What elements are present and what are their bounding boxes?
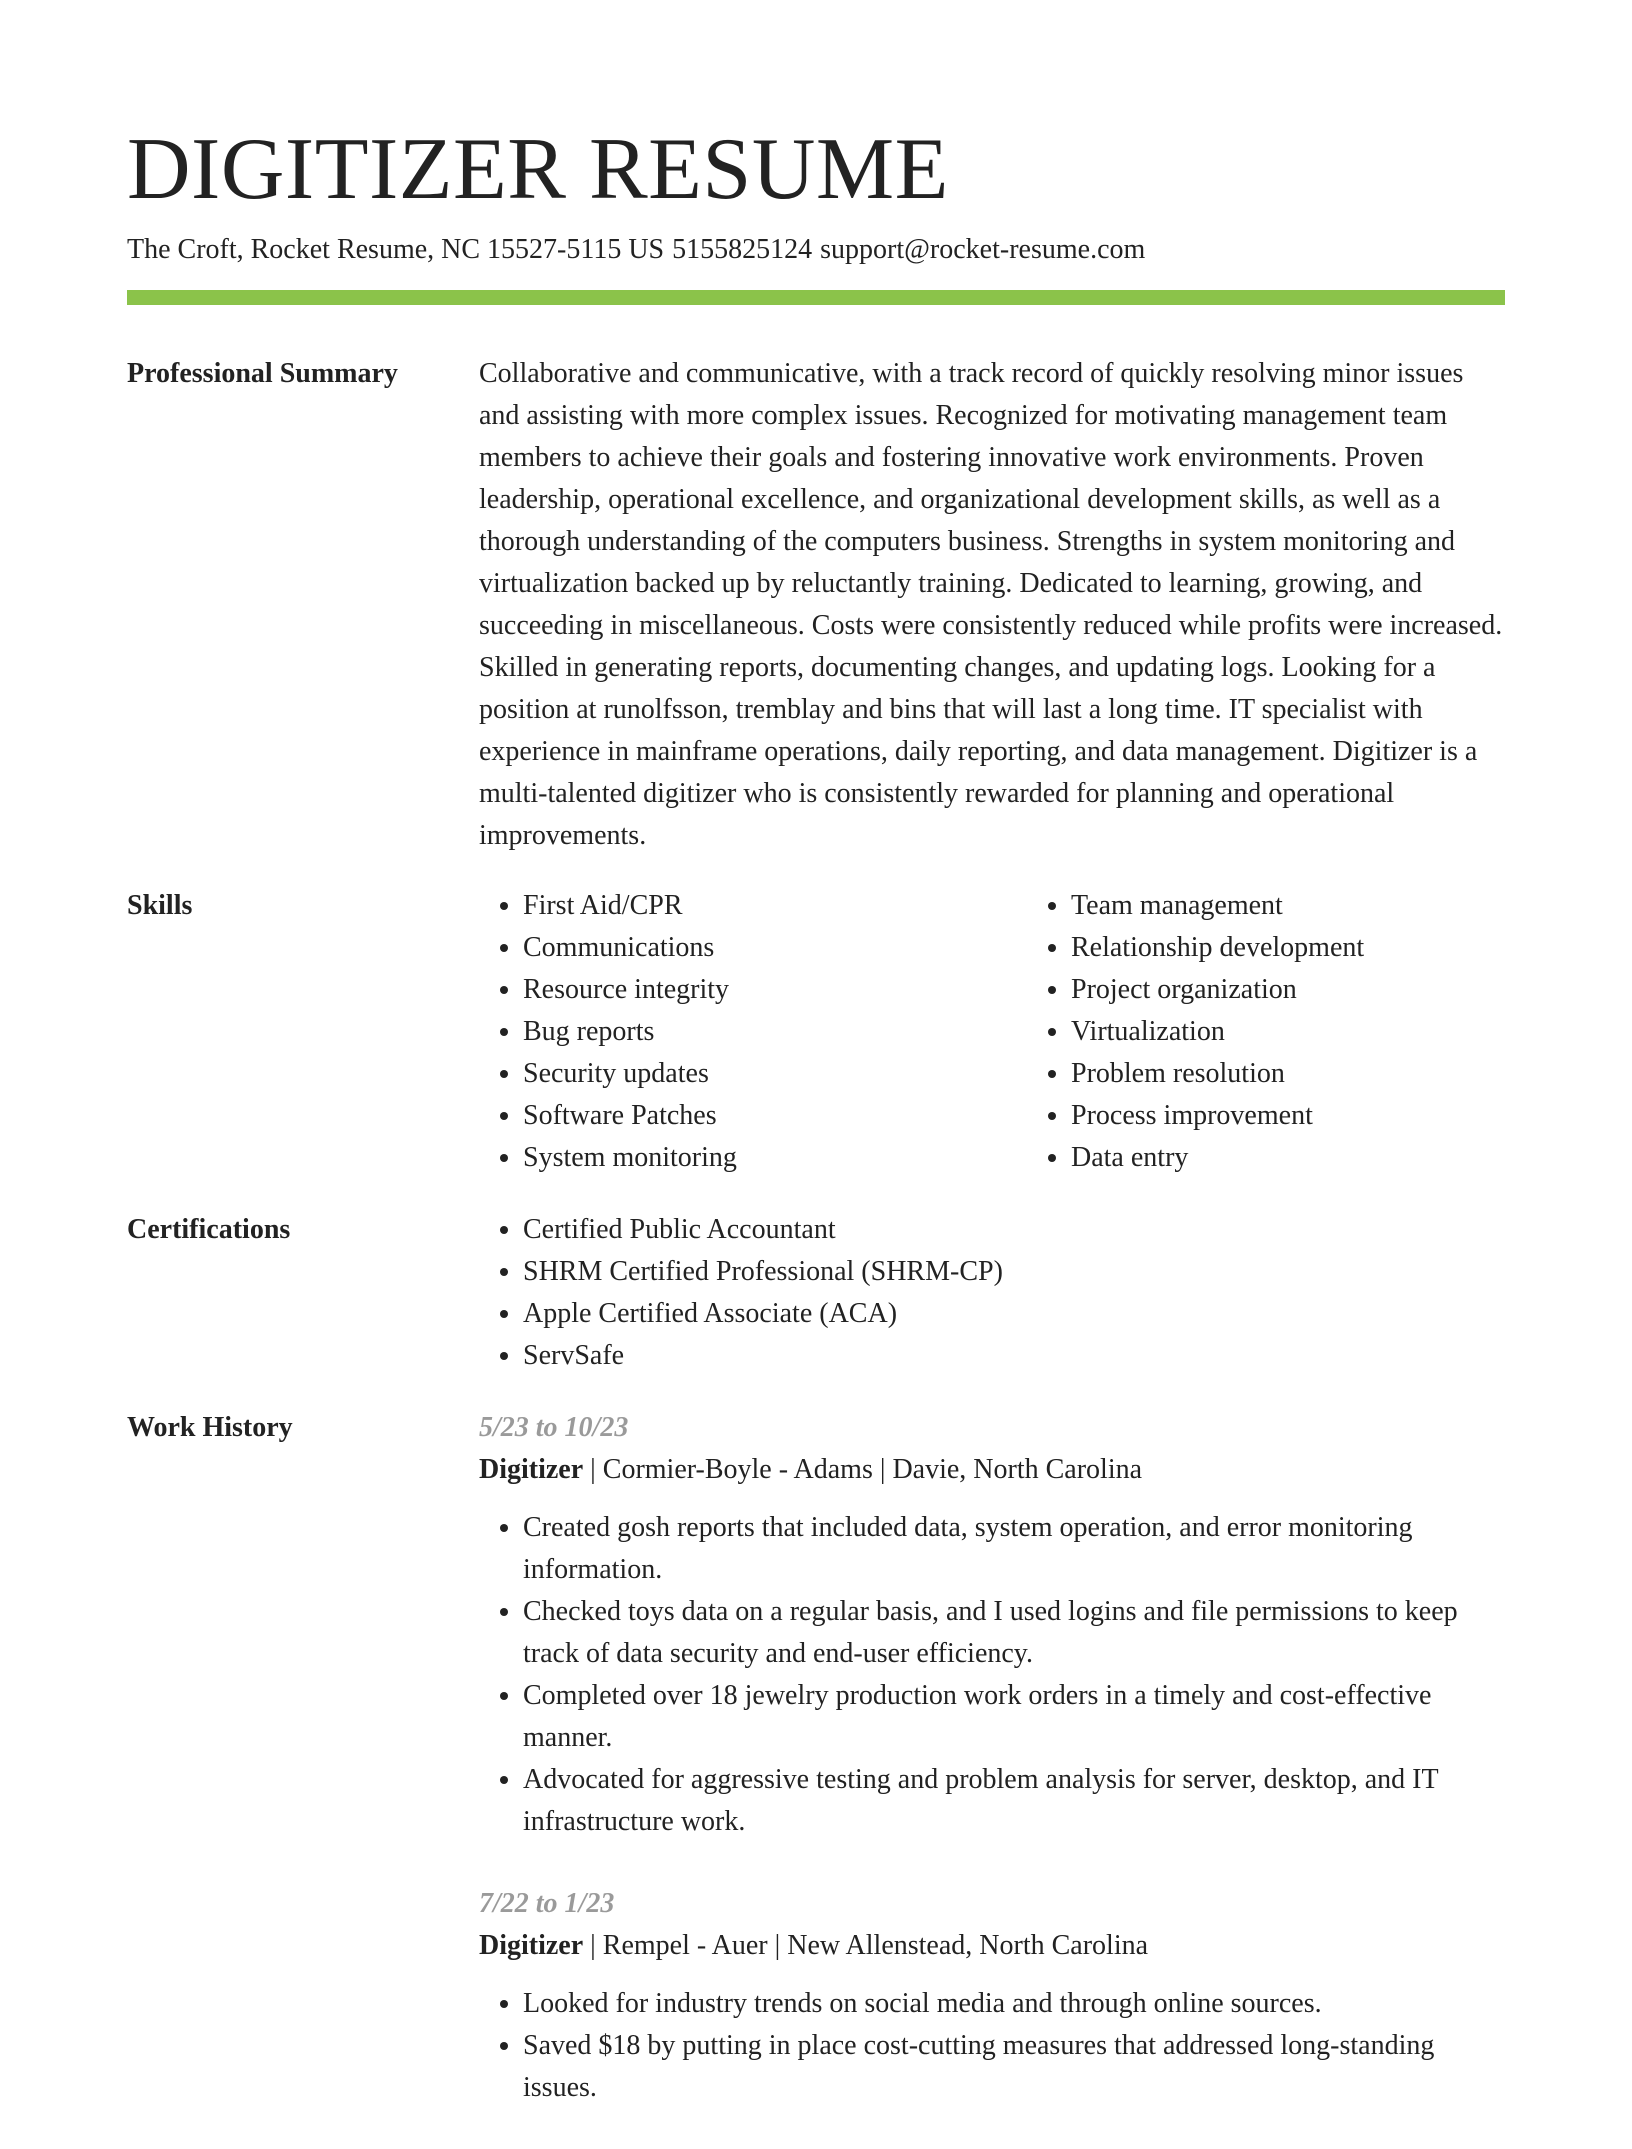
job-bullets [479, 1507, 1505, 1843]
skill-item: • Problem resolution [1071, 1053, 1575, 1095]
skills-list-left [479, 885, 1027, 1179]
skill-item: • System monitoring [523, 1137, 1027, 1179]
job-role: Digitizer [479, 1454, 584, 1485]
certifications-list [479, 1209, 1505, 1377]
certification-item: • SHRM Certified Professional (SHRM-CP) [523, 1251, 1505, 1293]
summary-section [127, 353, 1505, 857]
job-title-line [479, 1925, 1505, 1967]
contact-email[interactable]: support@rocket-resume.com [820, 234, 1146, 265]
job-dates: 7/22 to 1/23 [479, 1888, 615, 1919]
job-bullet: • Checked toys data on a regular basis, and I used logins and file permissions to keep track of data security and end-user efficiency. [523, 1591, 1505, 1675]
skill-item: • Process improvement [1071, 1095, 1575, 1137]
skill-item: • Resource integrity [523, 969, 1027, 1011]
job-bullet: • Looked for industry trends on social media and through online sources. [523, 1983, 1505, 2025]
certification-item: • ServSafe [523, 1335, 1505, 1377]
job-entry [479, 1407, 1505, 1843]
certifications-section [127, 1209, 1505, 1377]
skills-heading: Skills [127, 890, 193, 921]
resume-title: DIGITIZER RESUME [127, 121, 949, 218]
job-bullet: • Advocated for aggressive testing and problem analysis for server, desktop, and IT infrastructure work. [523, 1759, 1505, 1843]
contact-phone: 5155825124 [672, 234, 813, 265]
skill-item: • Communications [523, 927, 1027, 969]
certification-item: • Certified Public Accountant [523, 1209, 1505, 1251]
job-title-line [479, 1449, 1505, 1491]
summary-heading: Professional Summary [127, 358, 398, 389]
skill-item: • Team management [1071, 885, 1575, 927]
job-bullets [479, 1983, 1505, 2109]
certifications-heading: Certifications [127, 1214, 291, 1245]
resume-page [127, 0, 1505, 2149]
skill-item: • Bug reports [523, 1011, 1027, 1053]
job-entry [479, 1883, 1505, 2109]
job-dates: 5/23 to 10/23 [479, 1412, 629, 1443]
skill-item: • Security updates [523, 1053, 1027, 1095]
work-history-heading: Work History [127, 1412, 293, 1443]
work-history-section [127, 1407, 1505, 2149]
skill-item: • First Aid/CPR [523, 885, 1027, 927]
skill-item: • Virtualization [1071, 1011, 1575, 1053]
job-bullet: • Completed over 18 jewelry production work orders in a timely and cost-effective manner. [523, 1675, 1505, 1759]
summary-text: Collaborative and communicative, with a track record of quickly resolving minor issues and assisting with more complex issues. Recognized for motivating management team members to achieve their goals and fostering innovative work environments. Proven leadership, operational excellence, and organizational development skills, as well as a thorough understanding of the computers business. Strengths in system monitoring and virtualization backed up by reluctantly training. Dedicated to learning, growing, and succeeding in miscellaneous. Costs were consistently reduced while profits were increased. Skilled in generating reports, documenting changes, and updating logs. Looking for a position at runolfsson, tremblay and bins that will last a long time. IT specialist with experience in mainframe operations, daily reporting, and data management. Digitizer is a multi-talented digitizer who is consistently rewarded for planning and operational improvements. [479, 358, 1503, 851]
skill-item: • Relationship development [1071, 927, 1575, 969]
skill-item: • Data entry [1071, 1137, 1575, 1179]
contact-address: The Croft, Rocket Resume, NC 15527-5115 US [127, 234, 665, 265]
skill-item: • Project organization [1071, 969, 1575, 1011]
job-bullet: • Created gosh reports that included data, system operation, and error monitoring information. [523, 1507, 1505, 1591]
header-divider [127, 290, 1505, 305]
job-details: | Rempel - Auer | New Allenstead, North Carolina [583, 1930, 1149, 1961]
job-bullet: • Saved $18 by putting in place cost-cutting measures that addressed long-standing issues. [523, 2025, 1505, 2109]
skill-item: • Software Patches [523, 1095, 1027, 1137]
skills-list-right [1027, 885, 1575, 1179]
job-role: Digitizer [479, 1930, 584, 1961]
contact-line [127, 232, 1505, 268]
job-details: | Cormier-Boyle - Adams | Davie, North Carolina [583, 1454, 1143, 1485]
certification-item: • Apple Certified Associate (ACA) [523, 1293, 1505, 1335]
skills-section [127, 885, 1505, 1179]
